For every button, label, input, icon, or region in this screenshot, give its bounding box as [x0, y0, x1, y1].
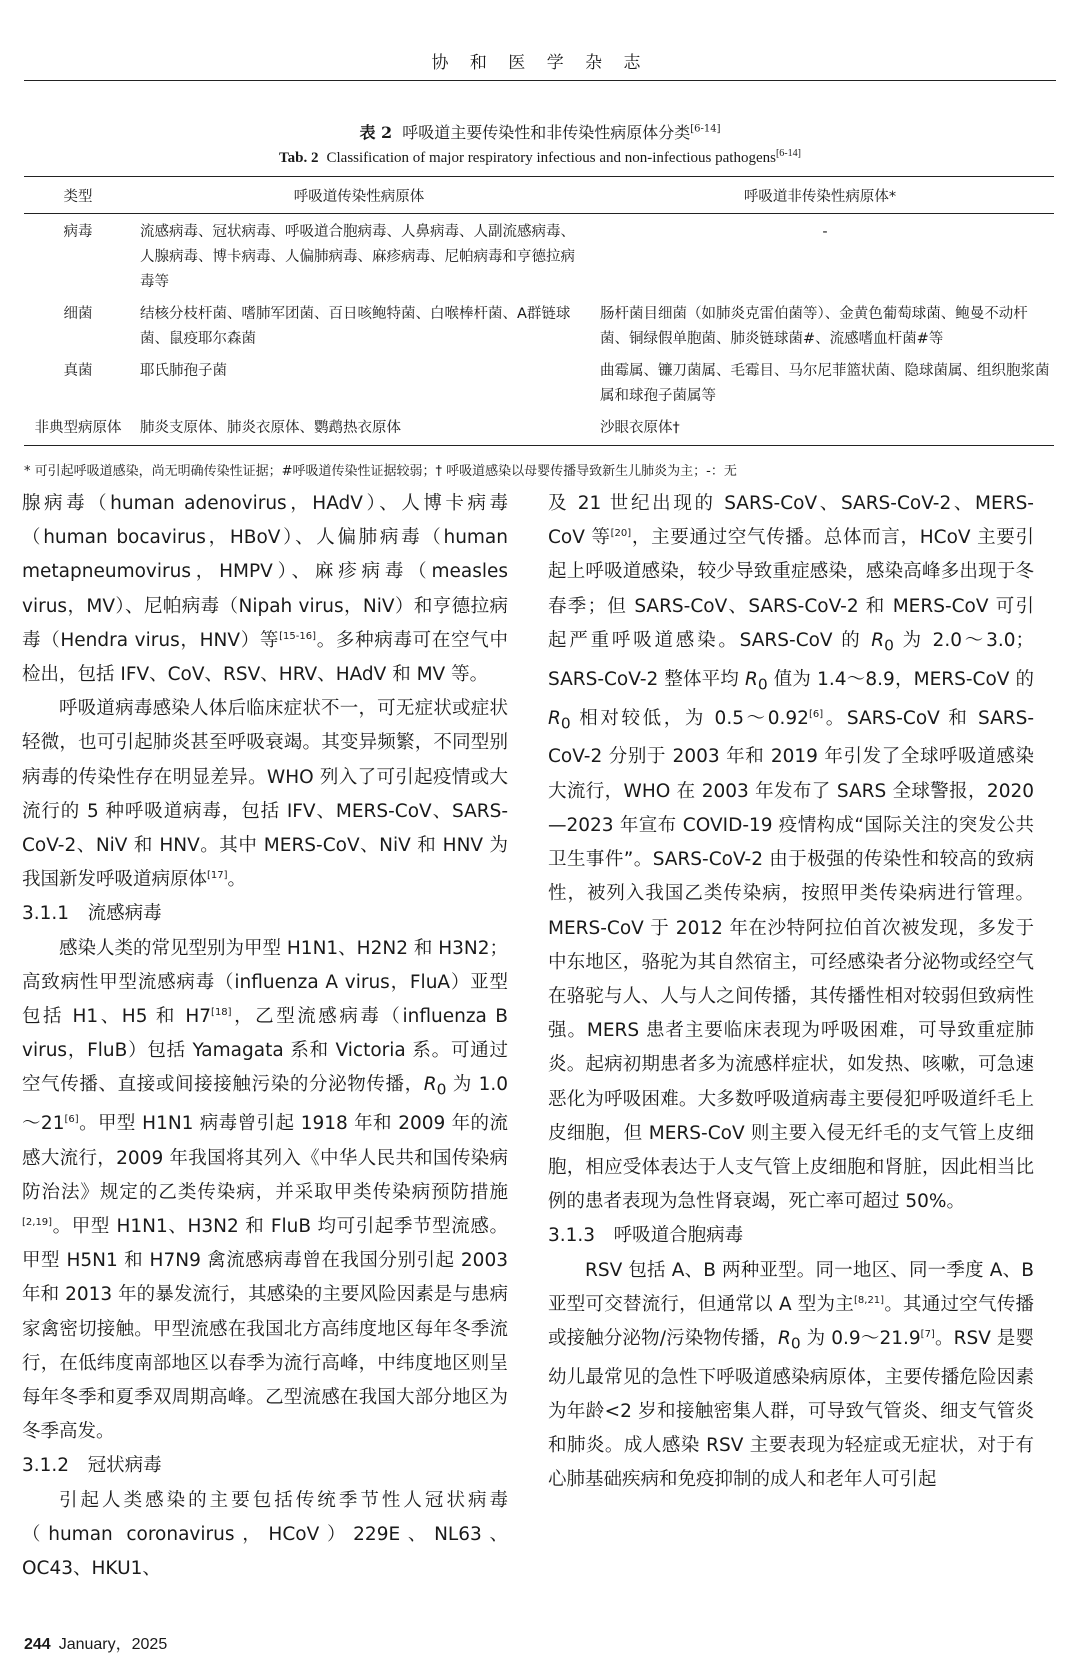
- citation: [6]: [64, 1114, 79, 1126]
- paragraph: 腺病毒（human adenovirus，HAdV）、人博卡病毒（human bocavirus，HBoV）、人偏肺病毒（human metapneumovirus，HMPV）、麻疹病毒（measles virus，MV）、尼帕病毒（Nipah virus，NiV）和亨德拉病毒（Hendra virus，HNV）等[15-16]。多种病毒可在空气中检出，包括 IFV、CoV、RSV、HRV、HAdV 和 MV 等。: [22, 493, 508, 686]
- table-title-en: Classification of major respiratory infectious and non-infectious pathogens: [326, 150, 776, 166]
- section-heading-3-1-2: 3.1.2 冠状病毒: [22, 1455, 162, 1477]
- table-ref-cn: [6-14]: [690, 123, 721, 135]
- citation: [2,19]: [22, 1216, 53, 1228]
- section-heading-3-1-3: 3.1.3 呼吸道合胞病毒: [548, 1225, 744, 1247]
- cell-infectious: 流感病毒、冠状病毒、呼吸道合胞病毒、人鼻病毒、人副流感病毒、人腺病毒、博卡病毒、人偏肺病毒、麻疹病毒、尼帕病毒和亨德拉病毒等: [140, 224, 575, 290]
- paragraph: 呼吸道病毒感染人体后临床症状不一，可无症状或症状轻微，也可引起肺炎甚至呼吸衰竭。其变异频繁，不同型别病毒的传染性存在明显差异。WHO 列入了可引起疫情或大流行的 5 种呼吸道病毒，包括 IFV、MERS-CoV、SARS-CoV-2、NiV 和 HNV。其中 MERS-CoV、NiV 和 HNV 为我国新发呼吸道病原体[17]。: [22, 698, 508, 891]
- table-row: [24, 356, 1054, 413]
- table-row: [24, 413, 1054, 446]
- citation: [7]: [920, 1328, 935, 1340]
- table-footnote: * 可引起呼吸道感染，尚无明确传染性证据；#呼吸道传染性证据较弱；† 呼吸道感染以母婴传播导致新生儿肺炎为主；-：无: [24, 464, 737, 479]
- cell-type: 细菌: [63, 306, 93, 322]
- cell-noninfectious: 肠杆菌目细菌（如肺炎克雷伯菌等）、金黄色葡萄球菌、鲍曼不动杆菌、铜绿假单胞菌、肺炎链球菌#、流感嗜血杆菌#等: [600, 306, 1028, 347]
- running-header: [24, 0, 1056, 81]
- citation: [20]: [610, 528, 632, 540]
- citation: [15-16]: [279, 630, 316, 642]
- pathogen-table: [24, 176, 1054, 446]
- header-noninfectious: 呼吸道非传染性病原体*: [586, 177, 1054, 214]
- cell-type: 病毒: [63, 224, 93, 240]
- citation: [6]: [808, 708, 824, 720]
- citation: [18]: [211, 1006, 232, 1018]
- table-label-en: Tab. 2: [279, 150, 319, 166]
- table-caption-cn: [0, 120, 1080, 143]
- paragraph: 引起人类感染的主要包括传统季节性人冠状病毒（human coronavirus，HCoV）229E、NL63、OC43、HKU1、: [22, 1489, 508, 1579]
- header-type: 类型: [24, 177, 132, 214]
- table-title-cn: 呼吸道主要传染性和非传染性病原体分类: [402, 123, 691, 142]
- table-label-cn: 表 2: [359, 123, 393, 142]
- table-header-row: [24, 177, 1054, 214]
- citation: [8,21]: [854, 1294, 885, 1306]
- cell-type: 非典型病原体: [24, 413, 132, 446]
- cell-noninfectious: 曲霉属、镰刀菌属、毛霉目、马尔尼菲篮状菌、隐球菌属、组织胞浆菌属和球孢子菌属等: [600, 363, 1050, 404]
- paragraph: 感染人类的常见型别为甲型 H1N1、H2N2 和 H3N2；高致病性甲型流感病毒（influenza A virus，FluA）亚型包括 H1、H5 和 H7[18]，乙型流感病毒（influenza B virus，FluB）包括 Yamagata 系和 Victoria 系。可通过空气传播、直接或间接接触污染的分泌物传播，$R_0$ 为 1.0～21[6]。甲型 H1N1 病毒曾引起 1918 年和 2009 年的流感大流行，2009 年我国将其列入《中华人民共和国传染病防治法》规定的乙类传染病，并采取甲类传染病预防措施[2,19]。甲型 H1N1、H3N2 和 FluB 均可引起季节型流感。甲型 H5N1 和 H7N9 禽流感病毒曾在我国分别引起 2003 年和 2013 年的暴发流行，其感染的主要风险因素是与患病家禽密切接触。甲型流感在我国北方高纬度地区每年冬季流行，在低纬度南部地区以春季为流行高峰，中纬度地区则呈每年冬季和夏季双周期高峰。乙型流感在我国大部分地区为冬季高发。: [22, 937, 509, 1443]
- cell-noninfectious: -: [822, 224, 828, 240]
- table-caption-en: [0, 150, 1080, 167]
- table-row: [24, 214, 1054, 300]
- section-heading-3-1-1: 3.1.1 流感病毒: [22, 903, 162, 925]
- citation: [17]: [207, 870, 228, 882]
- page-number: 244: [24, 1636, 51, 1653]
- paragraph: 及 21 世纪出现的 SARS-CoV、SARS-CoV-2、MERS-CoV 等[20]，主要通过空气传播。总体而言，HCoV 主要引起上呼吸道感染，较少导致重症感染，感染高峰多出现于冬春季；但 SARS-CoV、SARS-CoV-2 和 MERS-CoV 可引起严重呼吸道感染。SARS-CoV 的 $R_0$ 为 2.0～3.0；SARS-CoV-2 整体平均 $R_0$ 值为 1.4～8.9，MERS-CoV 的 $R_0$ 相对较低，为 0.5～0.92[6]。SARS-CoV 和 SARS-CoV-2 分别于 2003 年和 2019 年引发了全球呼吸道感染大流行，WHO 在 2003 年发布了 SARS 全球警报，2020—2023 年宣布 COVID-19 疫情构成“国际关注的突发公共卫生事件”。SARS-CoV-2 由于极强的传染性和较高的致病性，被列入我国乙类传染病，按照甲类传染病进行管理。MERS-CoV 于 2012 年在沙特阿拉伯首次被发现，多发于中东地区，骆驼为其自然宿主，可经感染者分泌物或经空气在骆驼与人、人与人之间传播，其传播性相对较弱但致病性强。MERS 患者主要临床表现为呼吸困难，可导致重症肺炎。起病初期患者多为流感样症状，如发热、咳嗽，可急速恶化为呼吸困难。大多数呼吸道病毒主要侵犯呼吸道纤毛上皮细胞，但 MERS-CoV 则主要入侵无纤毛的支气管上皮细胞，相应受体表达于人支气管上皮细胞和肾脏，因此相当比例的患者表现为急性肾衰竭，死亡率可超过 50%。: [548, 493, 1035, 1213]
- right-column: [548, 487, 1034, 1498]
- table-ref-en: [6-14]: [775, 148, 801, 159]
- issue-date: January，2025: [58, 1636, 168, 1653]
- cell-type: 真菌: [63, 363, 93, 379]
- paragraph: RSV 包括 A、B 两种亚型。同一地区、同一季度 A、B 亚型可交替流行，但通常以 A 型为主[8,21]。其通过空气传播或接触分泌物/污染物传播，$R_0$ 为 0.9～21.9[7]。RSV 是婴幼儿最常见的急性下呼吸道感染病原体，主要传播危险因素为年龄<2 岁和接触密集人群，可导致气管炎、细支气管炎和肺炎。成人感染 RSV 主要表现为轻症或无症状，对于有心肺基础疾病和免疫抑制的成人和老年人可引起: [548, 1259, 1035, 1491]
- header-infectious: 呼吸道传染性病原体: [132, 177, 586, 214]
- journal-title: 协 和 医 学 杂 志: [431, 53, 649, 73]
- left-column: [22, 487, 508, 1586]
- table-row: [24, 299, 1054, 356]
- page-footer: [24, 1631, 167, 1654]
- cell-infectious: 肺炎支原体、肺炎衣原体、鹦鹉热衣原体: [132, 413, 586, 446]
- cell-infectious: 结核分枝杆菌、嗜肺军团菌、百日咳鲍特菌、白喉棒杆菌、A群链球菌、鼠疫耶尔森菌: [140, 306, 571, 347]
- cell-noninfectious: 沙眼衣原体†: [586, 413, 1054, 446]
- cell-infectious: 耶氏肺孢子菌: [140, 363, 227, 379]
